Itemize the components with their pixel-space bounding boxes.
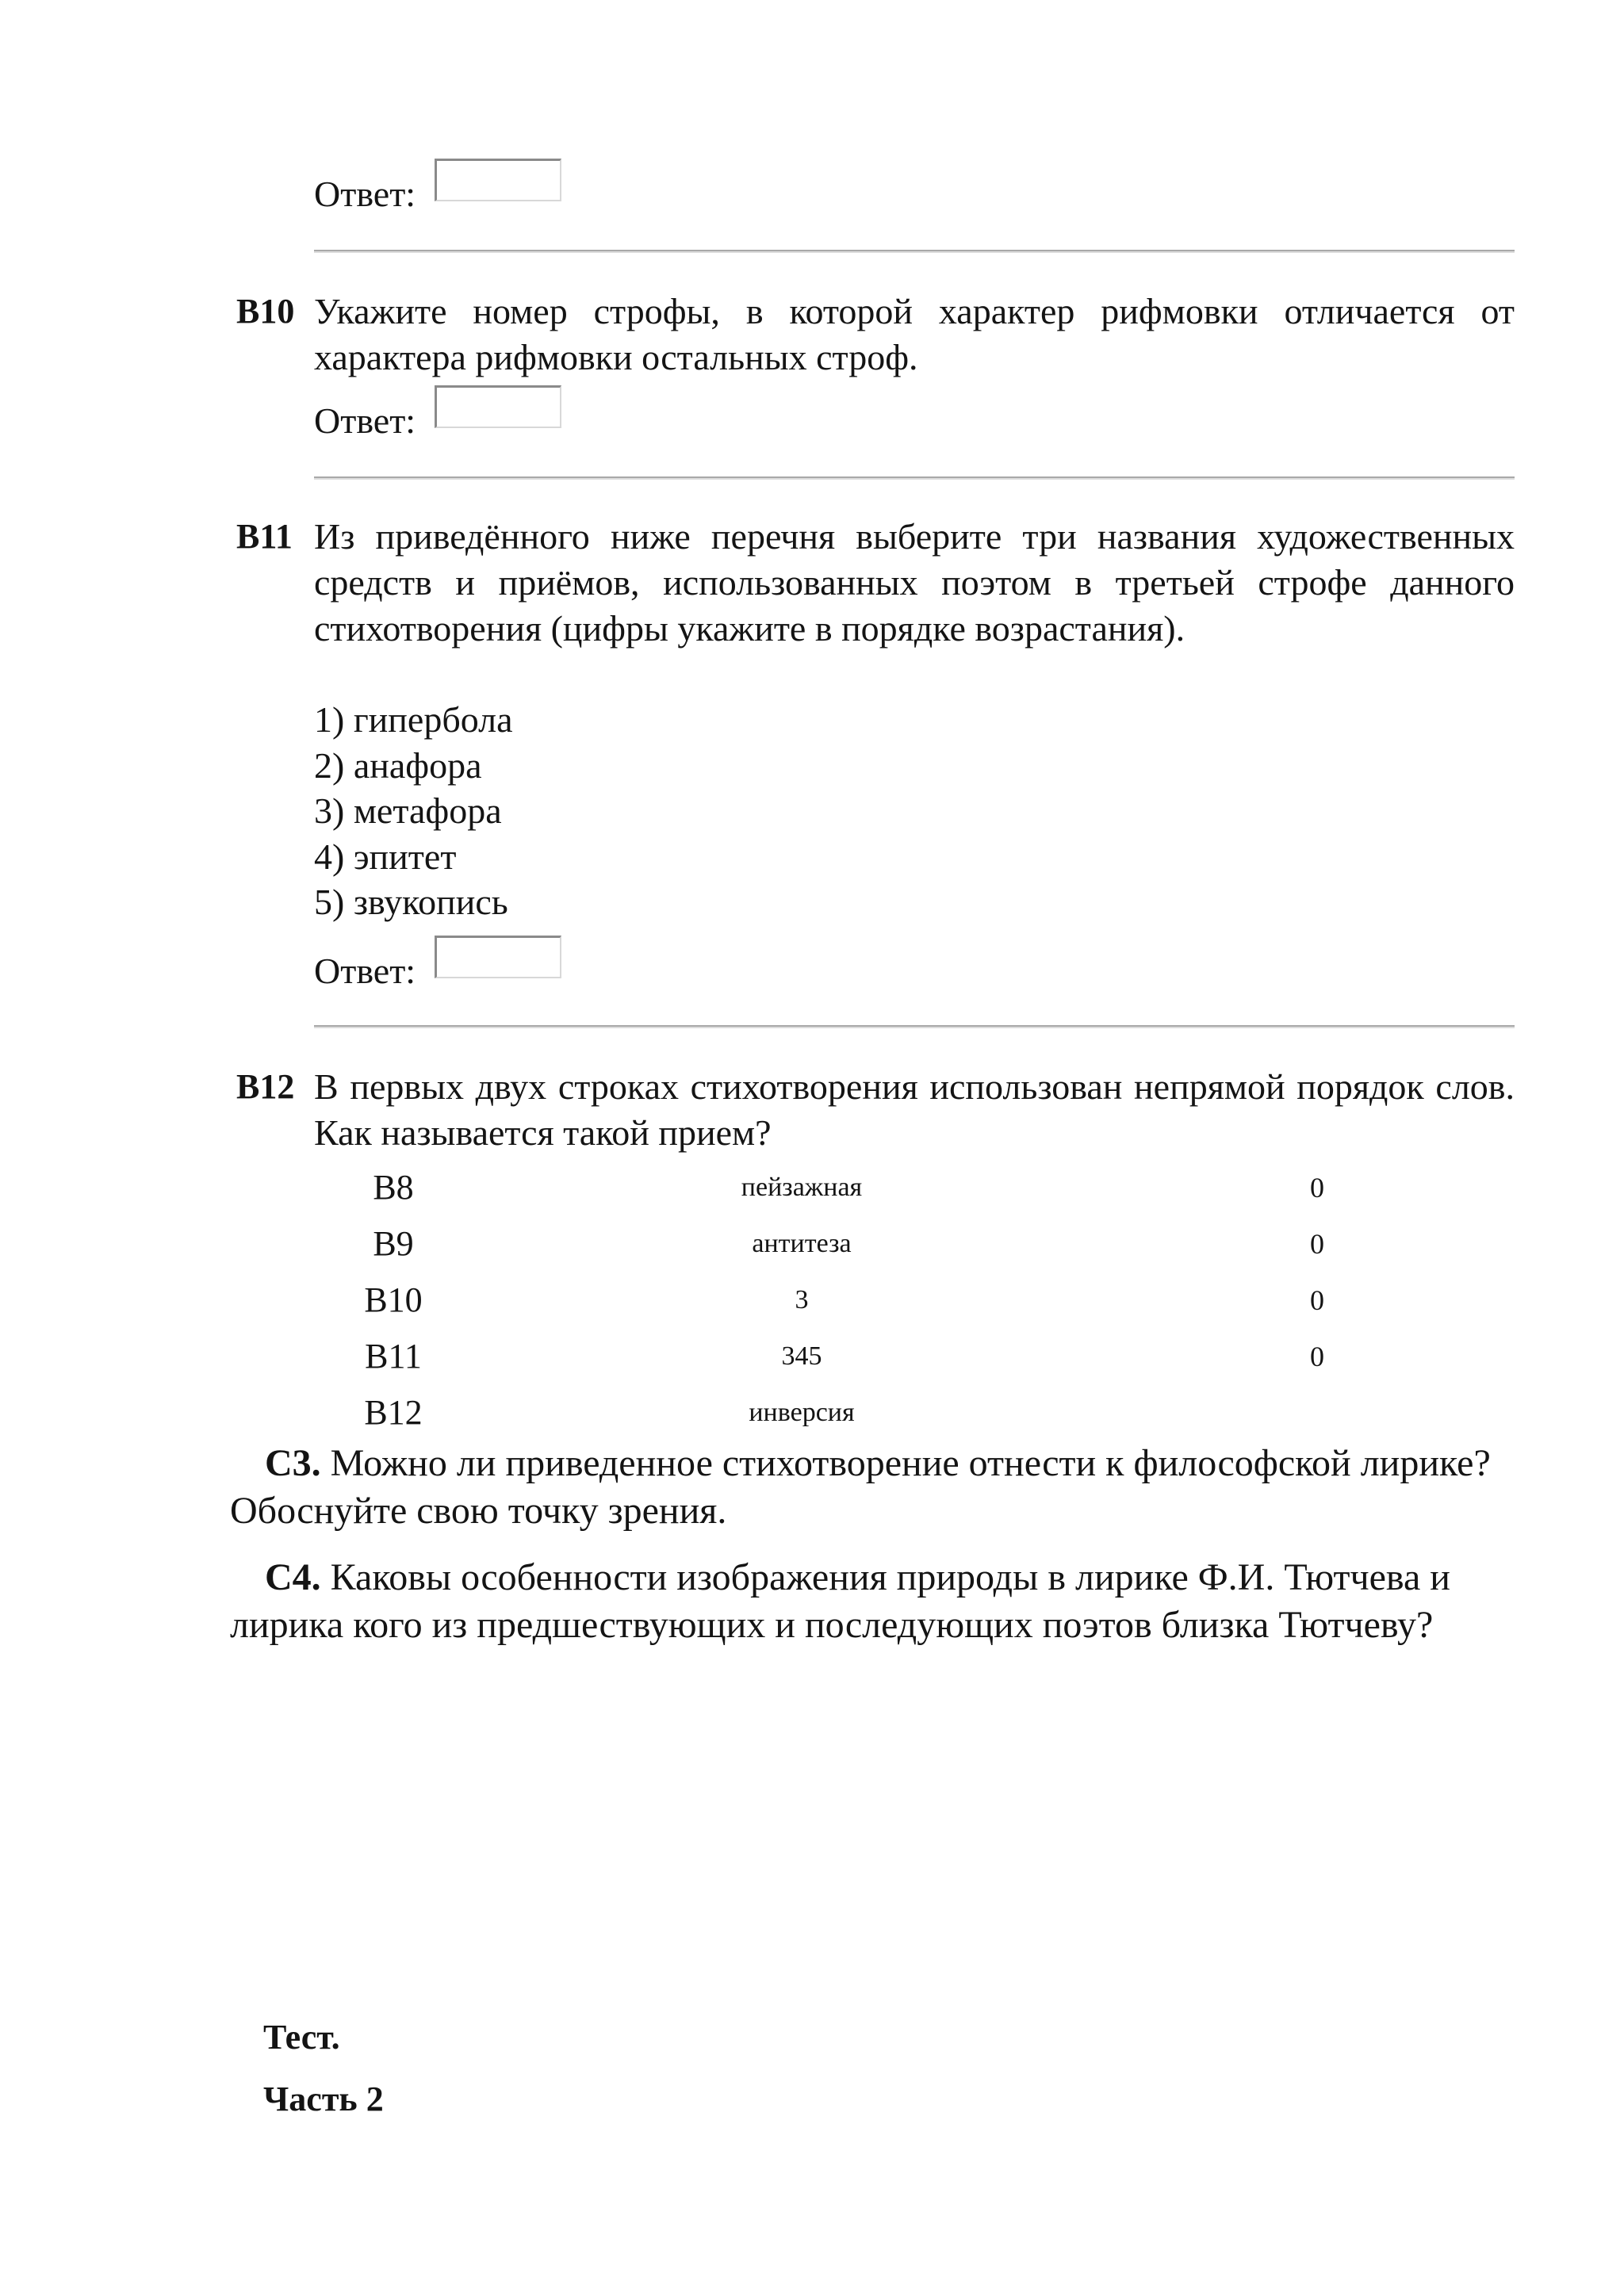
test-heading: Тест. — [263, 2018, 340, 2057]
task-cell: B8 — [373, 1168, 414, 1207]
option-item: 5) звукопись — [314, 882, 508, 922]
task-cell: B11 — [365, 1337, 422, 1376]
question-label-c3: С3. — [265, 1442, 321, 1484]
question-text-c3: Можно ли приведенное стихотворение отнести к философской лирике? Обоснуйте свою точку зрения. — [230, 1442, 1491, 1532]
score-cell: 0 — [1310, 1340, 1324, 1372]
task-cell: B9 — [373, 1224, 414, 1263]
option-item: 1) гипербола — [314, 699, 513, 740]
option-item: 3) метафора — [314, 790, 502, 831]
question-text-c4: Каковы особенности изображения природы в лирике Ф.И. Тютчева и лирика кого из предшествующих и последующих поэтов близка Тютчеву? — [230, 1556, 1450, 1646]
question-c3 — [230, 1440, 1530, 1535]
question-number-b11: B11 — [236, 517, 293, 556]
part-heading: Часть 2 — [263, 2080, 384, 2118]
answer-cell: 3 — [795, 1284, 809, 1314]
score-cell: 0 — [1310, 1171, 1324, 1203]
option-item: 2) анафора — [314, 744, 482, 786]
answer-field-b11[interactable] — [435, 936, 561, 978]
answer-cell: 345 — [781, 1341, 822, 1371]
table-row — [314, 1159, 1503, 1215]
answer-label: Ответ: — [314, 951, 416, 991]
question-text-b12: В первых двух строках стихотворения использован непрямой порядок слов. Как называется такой прием? — [314, 1066, 1515, 1153]
table-row — [314, 1384, 1503, 1441]
answer-key-table — [314, 1159, 1503, 1441]
answer-label: Ответ: — [314, 174, 416, 214]
answer-cell: пейзажная — [741, 1172, 863, 1202]
table-row — [314, 1215, 1503, 1272]
options-list-b11 — [314, 697, 513, 925]
answer-label: Ответ: — [314, 400, 416, 441]
answer-cell: антитеза — [752, 1228, 852, 1258]
option-item: 4) эпитет — [314, 836, 457, 877]
score-cell: 0 — [1310, 1227, 1324, 1260]
task-cell: B10 — [364, 1280, 423, 1319]
task-cell: B12 — [364, 1393, 423, 1432]
question-text-b11: Из приведённого ниже перечня выберите три названия художественных средств и приёмов, использованных поэтом в третьей строфе данного стихотворения (цифры укажите в порядке возрастания). — [314, 516, 1515, 649]
question-number-b12: B12 — [236, 1067, 295, 1106]
question-label-c4: С4. — [265, 1556, 321, 1598]
score-cell: 0 — [1310, 1284, 1324, 1316]
answer-cell: инверсия — [749, 1397, 855, 1427]
table-row — [314, 1272, 1503, 1328]
question-c4 — [230, 1554, 1530, 1649]
question-text-b10: Укажите номер строфы, в которой характер рифмовки отличается от характера рифмовки остальных строф. — [314, 291, 1515, 377]
answer-field-b10[interactable] — [435, 385, 561, 428]
divider — [314, 476, 1515, 480]
score-cell — [1131, 1384, 1503, 1441]
divider — [314, 250, 1515, 253]
table-row — [314, 1328, 1503, 1384]
question-number-b10: B10 — [236, 292, 295, 331]
divider — [314, 1025, 1515, 1028]
answer-field-b9[interactable] — [435, 159, 561, 201]
